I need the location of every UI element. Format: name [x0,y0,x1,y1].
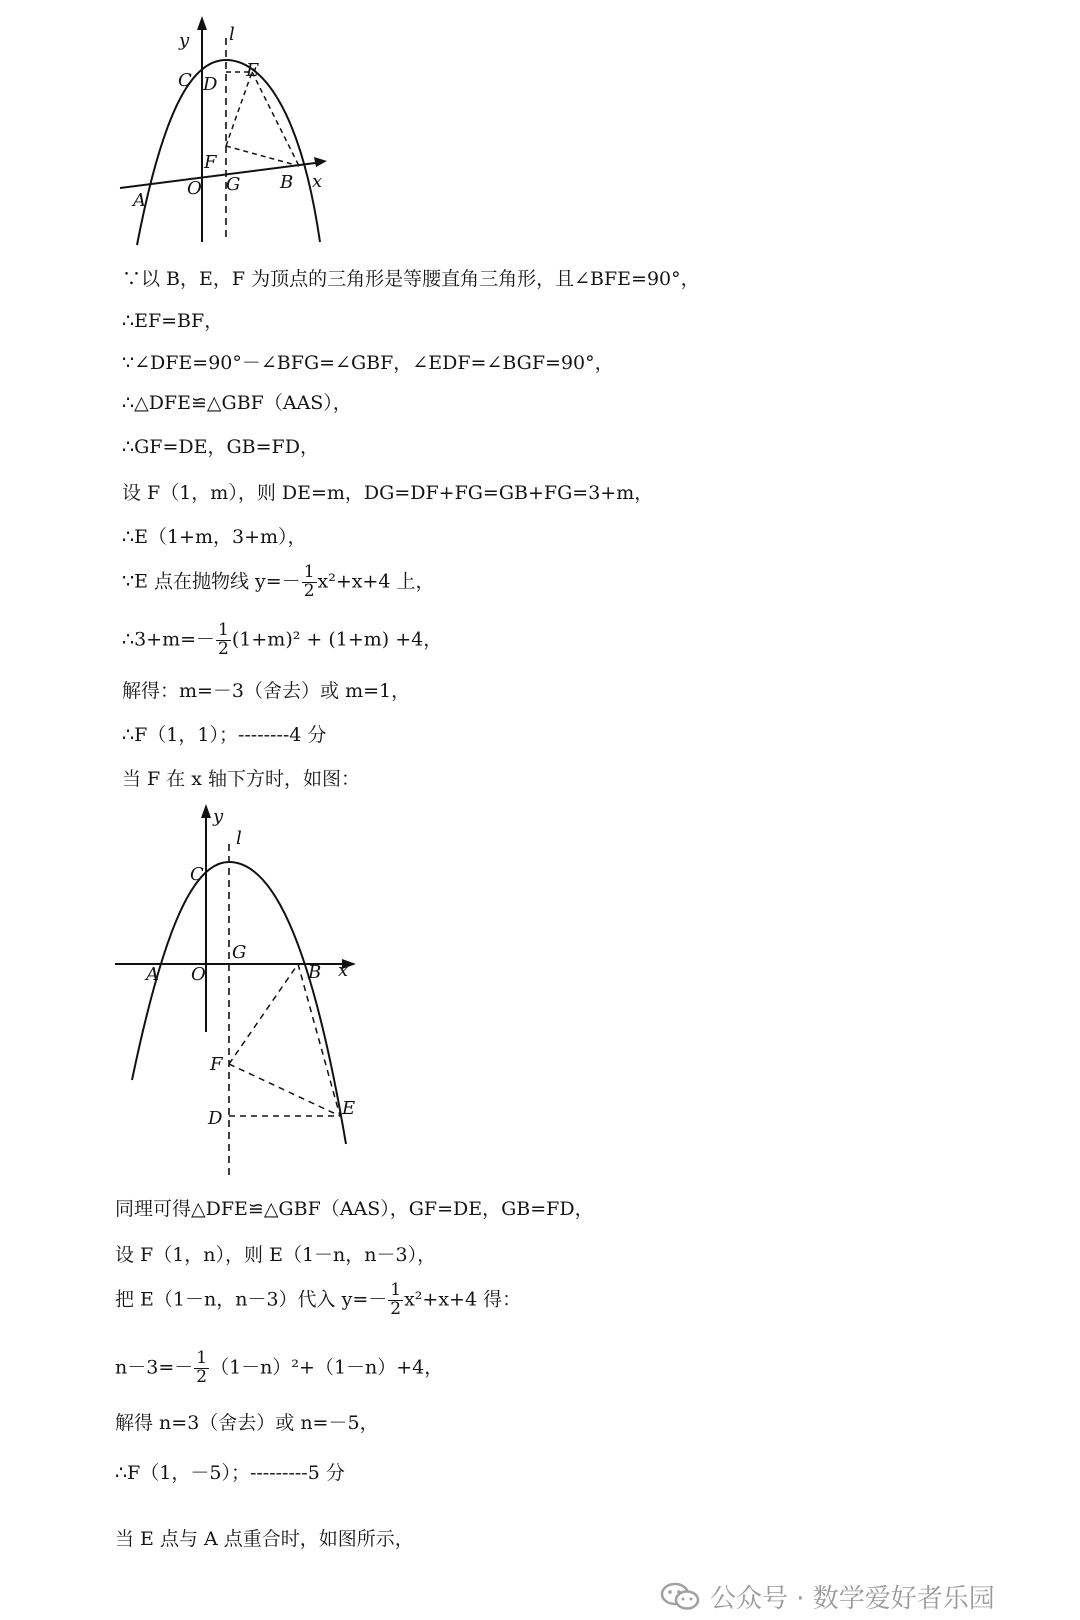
text2-line-3 [115,1282,521,1319]
text-line-3: ∵∠DFE=90°－∠BFG=∠GBF，∠EDF=∠BGF=90°， [122,352,614,374]
text-line-7: ∴E（1+m，3+m）， [122,526,307,548]
text2-line-4-a: n－3=－ [115,1356,194,1379]
segment-fb [226,146,299,166]
text-line-8-b: x²+x+4 上， [317,570,435,593]
label-l: l [229,24,235,45]
label-b: B [308,962,322,983]
text-line-6: 设 F（1，m），则 DE=m，DG=DF+FG=GB+FG=3+m， [122,482,654,504]
text-line-12: 当 F 在 x 轴下方时，如图： [122,768,361,790]
figure-1 [115,10,345,250]
parabola [132,862,349,1144]
fraction-numerator: 1 [303,562,315,582]
fraction-half [388,1282,403,1319]
label-g: G [226,174,241,195]
text2-line-3-b: x²+x+4 得： [404,1288,522,1311]
text-line-4: ∴△DFE≌△GBF（AAS）， [122,392,352,414]
figure-2 [110,802,370,1187]
text2-line-5: 解得 n=3（舍去）或 n=－5， [115,1412,379,1434]
text-line-1: ∵以 B，E，F 为顶点的三角形是等腰直角三角形，且∠BFE=90°， [122,268,700,290]
text-line-9 [122,622,442,659]
segment-fe [229,1064,340,1116]
fraction-denominator: 2 [390,1298,402,1319]
text-line-2: ∴EF=BF， [122,310,224,332]
label-x: x [312,171,323,192]
fraction-half [194,1350,209,1387]
label-e: E [342,1098,356,1119]
label-f: F [204,152,217,173]
text-line-11: ∴F（1，1）；--------4 分 [122,724,327,746]
watermark [660,1578,995,1615]
text2-line-6: ∴F（1，－5）；---------5 分 [115,1462,345,1484]
label-a: A [133,190,146,211]
label-e: E [246,60,260,81]
segment-eb [252,72,299,166]
label-c: C [178,70,192,91]
x-axis-arrow [314,157,327,167]
fraction-numerator: 1 [390,1280,402,1300]
fraction-numerator: 1 [218,620,229,640]
text-line-9-b: (1+m)² + (1+m) +4， [231,628,443,651]
y-axis-arrow [197,16,207,30]
wechat-icon [660,1582,700,1612]
fraction-denominator: 2 [218,638,229,659]
text-line-8 [122,564,435,601]
fraction-numerator: 1 [196,1348,208,1368]
segment-be [298,964,340,1116]
label-y: y [179,30,190,51]
segment-fb [229,964,298,1064]
text-line-10: 解得：m=－3（舍去）或 m=1， [122,680,411,702]
label-g: G [232,942,247,963]
text-line-8-a: ∵E 点在抛物线 y=－ [122,570,301,593]
label-f: F [210,1054,223,1075]
fraction-denominator: 2 [196,1366,208,1387]
fraction-half [302,564,317,601]
text2-line-4 [115,1350,443,1387]
label-d: D [208,1108,223,1129]
label-b: B [280,172,294,193]
label-a: A [146,964,159,985]
text2-line-3-a: 把 E（1－n，n－3）代入 y=－ [115,1288,388,1311]
watermark-text: 公众号 · 数学爱好者乐园 [710,1584,995,1614]
label-d: D [203,74,218,95]
text-line-5: ∴GF=DE，GB=FD， [122,436,319,458]
label-x: x [338,960,349,981]
segment-fe [226,72,252,146]
label-y: y [213,806,224,827]
fraction-half [216,622,231,659]
label-l: l [236,828,242,849]
label-c: C [190,864,204,885]
text2-line-4-b: （1－n）²+（1－n）+4， [210,1356,444,1379]
fraction-denominator: 2 [303,580,315,601]
label-o: O [191,964,206,985]
text2-line-1: 同理可得△DFE≌△GBF（AAS），GF=DE，GB=FD， [115,1198,594,1220]
text2-line-2: 设 F（1，n），则 E（1－n，n－3）， [115,1244,437,1266]
y-axis-arrow [201,804,211,818]
text-line-9-a: ∴3+m=－ [122,628,216,651]
text2-line-7: 当 E 点与 A 点重合时，如图所示， [115,1528,414,1550]
label-o: O [187,178,202,199]
